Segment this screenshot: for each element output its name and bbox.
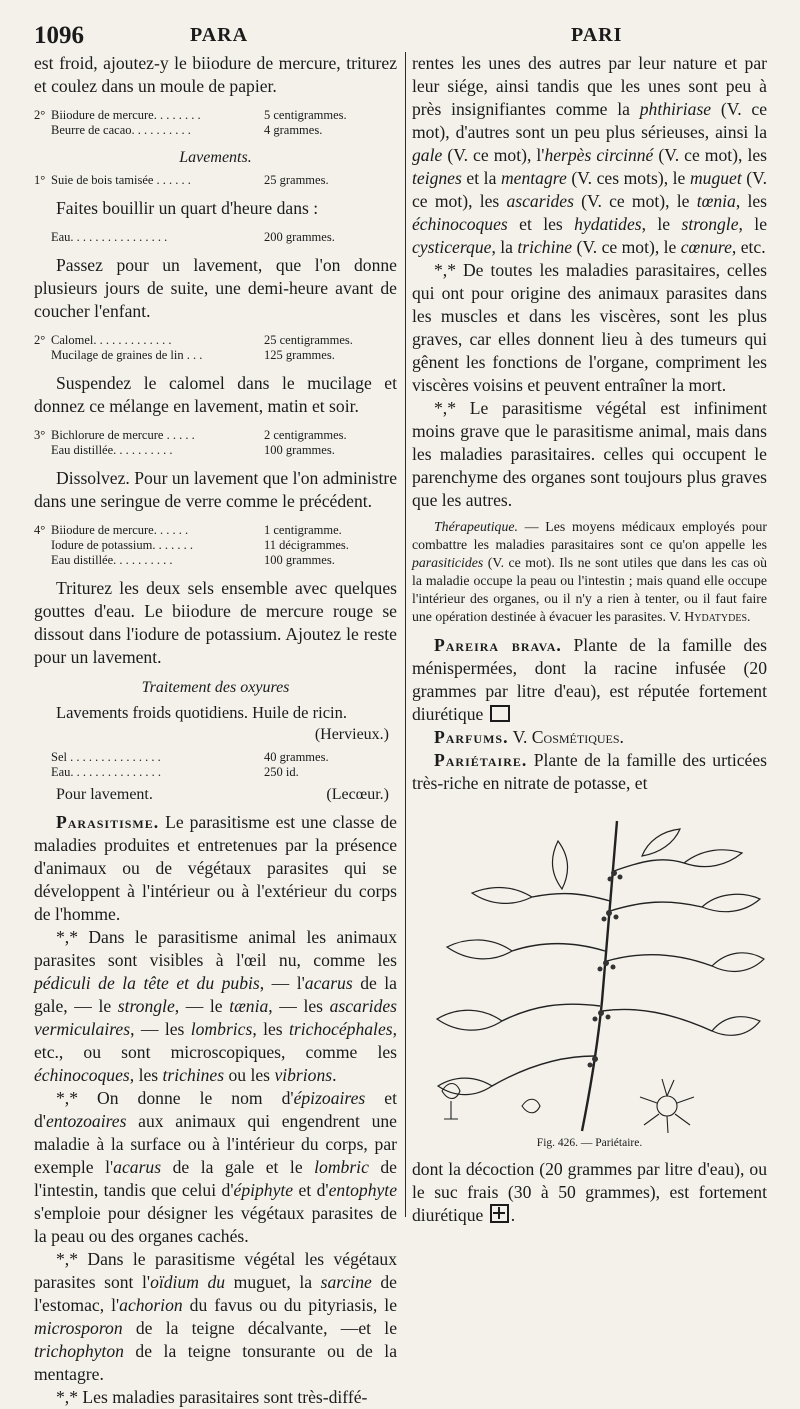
recipe-row xyxy=(34,108,397,123)
recipe-ingredient: Eau. . . . . . . . . . . . . . . . xyxy=(51,230,168,244)
recipe-number xyxy=(34,765,51,780)
intro-paragraph: est froid, ajoutez-y le biiodure de mercure, triturez et coulez dans un moule de papier. xyxy=(34,53,397,96)
recipe-row xyxy=(34,230,397,245)
recipe-lavement-4 xyxy=(34,523,397,568)
asterism: *,* xyxy=(56,1088,78,1108)
recipe-ingredient: Eau distillée. . . . . . . . . . xyxy=(51,553,173,567)
suspendez-paragraph: Suspendez le calomel dans le mucilage et donnez ce mélange en lavement, matin et soir. xyxy=(34,373,397,416)
column-divider xyxy=(405,52,406,1217)
recipe-sel xyxy=(34,750,397,780)
decoction-paragraph: dont la décoction (20 grammes par litre d'eau), ou le suc frais (30 à 50 grammes), est fortement diurétique . xyxy=(412,1159,767,1225)
recipe-number: 2° xyxy=(34,333,46,347)
therapeutique-label: Thérapeutique. xyxy=(434,519,518,534)
recipe-number xyxy=(34,553,51,568)
recipe-number: 4° xyxy=(34,523,46,537)
pour-lavement-text: Pour lavement. xyxy=(56,786,153,803)
recipe-ingredient: Mucilage de graines de lin . . . xyxy=(51,348,203,362)
epizoaires-paragraph: *,* On donne le nom d'épizoaires et d'entozoaires aux animaux qui engendrent une maladie à la surface ou à l'intérieur du corps, par exemple l'acarus de la gale et le lombric de l'intestin, tandis que celui d'épiphyte et d'entophyte s'emploie pour désigner les végétaux parasites de la peau ou des organes cachés. xyxy=(34,1088,397,1246)
recipe-ingredient: Biiodure de mercure. . . . . . xyxy=(51,523,189,537)
parietaire-plant-drawing xyxy=(412,801,767,1136)
recipe-row xyxy=(34,173,397,188)
oxyures-heading: Traitement des oxyures xyxy=(141,679,290,696)
maladies-paragraph-start: *,* Les maladies parasitaires sont très-diffé- xyxy=(56,1387,368,1407)
recipe-ingredient: Bichlorure de mercure . . . . . xyxy=(51,428,195,442)
recipe-quantity: 2 centigrammes. xyxy=(264,428,347,442)
boxed-plus-icon xyxy=(490,1204,509,1223)
pareira-entry xyxy=(412,634,767,726)
parfums-headword: Parfums. xyxy=(434,727,509,747)
recipe-row xyxy=(34,553,397,568)
recipe-quantity: 200 grammes. xyxy=(264,230,335,244)
recipe-lavement-2 xyxy=(34,333,397,363)
right-column xyxy=(412,52,767,1227)
recipe-suppository-2 xyxy=(34,108,397,138)
left-running-head: PARA xyxy=(190,24,249,46)
lavements-froids-text: Lavements froids quotidiens. Huile de ricin. xyxy=(56,703,347,722)
recipe-quantity: 125 grammes. xyxy=(264,348,335,362)
recipe-quantity: 100 grammes. xyxy=(264,553,335,567)
empty-square-icon xyxy=(490,705,510,722)
parietaire-definition: Plante de la famille des urticées très-riche en nitrate de potasse, et xyxy=(412,750,767,793)
parasitisme-vegetal-paragraph: *,* Dans le parasitisme végétal les végétaux parasites sont l'oïdium du muguet, la sarcine de l'estomac, l'achorion du favus ou du pityriasis, le microsporon de la teigne décalvante, —et le trichophyton de la teigne tonsurante ou de la mentagre. xyxy=(34,1249,397,1384)
recipe-row xyxy=(34,348,397,363)
parietaire-headword: Pariétaire. xyxy=(434,750,528,770)
recipe-quantity: 40 grammes. xyxy=(264,750,329,764)
recipe-row xyxy=(34,123,397,138)
parasitisme-definition: Le parasitisme est une classe de maladies produites et entretenues par la présence d'animaux ou de végétaux parasites qui se développent à l'intérieur ou à l'extérieur du corps de l'homme. xyxy=(34,812,397,924)
decoction-text: dont la décoction (20 grammes par litre d'eau), ou le suc frais (30 à 50 grammes), est fortement diurétique xyxy=(412,1159,767,1225)
pour-lavement-line xyxy=(34,784,397,806)
recipe-eau xyxy=(34,230,397,245)
asterism: *,* xyxy=(56,1387,78,1407)
recipe-row xyxy=(34,765,397,780)
asterism: *,* xyxy=(56,927,78,947)
bouillir-instruction: Faites bouillir un quart d'heure dans : xyxy=(56,198,319,218)
dissolvez-paragraph: Dissolvez. Pour un lavement que l'on administre dans une seringue de verre comme le précédent. xyxy=(34,468,397,511)
recipe-ingredient: Eau. . . . . . . . . . . . . . . xyxy=(51,765,162,779)
asterism: *,* xyxy=(434,398,456,418)
recipe-quantity: 25 grammes. xyxy=(264,173,329,187)
recipe-number xyxy=(34,443,51,458)
recipe-number xyxy=(34,348,51,363)
recipe-ingredient: Sel . . . . . . . . . . . . . . . xyxy=(51,750,161,764)
pareira-definition: Plante de la famille des ménispermées, dont la racine infusée (20 grammes par litre d'eau), est réputée fortement diurétique xyxy=(412,635,767,724)
recipe-row xyxy=(34,333,397,348)
therapeutique-paragraph: Thérapeutique. — Les moyens médicaux employés pour combattre les maladies parasitaires sont ce qu'on appelle les parasiticides (V. ce mot). Ils ne sont utiles que dans les cas où la maladie occupe la peau ou l'intestin ; mais quand elle occupe l'intérieur des organes, ou il n'y a rien à tenter, ou il faut faire une opération destinée à évacuer les parasites. V. Hydatydes. xyxy=(412,519,767,624)
recipe-ingredient: Beurre de cacao. . . . . . . . . . xyxy=(51,123,191,137)
recipe-ingredient: Iodure de potassium. . . . . . . xyxy=(51,538,193,552)
cross-reference-hydatydes: Hydatydes. xyxy=(684,609,751,624)
recipe-quantity: 1 centigramme. xyxy=(264,523,342,537)
recipe-quantity: 250 id. xyxy=(264,765,299,779)
recipe-quantity: 4 grammes. xyxy=(264,123,323,137)
lavements-heading: Lavements. xyxy=(179,149,252,166)
parasitisme-entry xyxy=(34,811,397,926)
asterism: *,* xyxy=(434,260,456,280)
recipe-quantity: 11 décigrammes. xyxy=(264,538,349,552)
recipe-row xyxy=(34,538,397,553)
recipe-number: 1° xyxy=(34,173,46,187)
recipe-row xyxy=(34,523,397,538)
attribution-lecoeur: (Lecœur.) xyxy=(326,786,389,803)
recipe-lavement-1 xyxy=(34,173,397,188)
running-header xyxy=(34,22,766,50)
recipe-number xyxy=(34,123,51,138)
recipe-ingredient: Suie de bois tamisée . . . . . . xyxy=(51,173,191,187)
recipe-row xyxy=(34,750,397,765)
pareira-headword: Pareira brava. xyxy=(434,635,562,655)
recipe-quantity: 25 centigrammes. xyxy=(264,333,353,347)
parfums-entry xyxy=(412,726,767,749)
attribution-hervieux-text: (Hervieux.) xyxy=(314,726,389,743)
asterism: *,* xyxy=(56,1249,78,1269)
vegetal-gravite-paragraph: *,* Le parasitisme végétal est infiniment moins grave que le parasitisme animal, mais dans les maladies parasitaires. celles qui occupent le parenchyme des organes sont toujours plus graves que les autres. xyxy=(412,398,767,510)
attribution-hervieux xyxy=(34,724,397,746)
page-number: 1096 xyxy=(34,22,84,49)
recipe-number xyxy=(34,750,51,765)
recipe-row xyxy=(34,443,397,458)
recipe-quantity: 5 centigrammes. xyxy=(264,108,347,122)
right-running-head: PARI xyxy=(571,24,623,46)
recipe-number: 3° xyxy=(34,428,46,442)
passez-paragraph: Passez pour un lavement, que l'on donne plusieurs jours de suite, une demi-heure avant de coucher l'enfant. xyxy=(34,255,397,321)
recipe-number: 2° xyxy=(34,108,46,122)
recipe-ingredient: Biiodure de mercure. . . . . . . . xyxy=(51,108,201,122)
parasitisme-headword: Parasitisme. xyxy=(56,812,160,832)
parietaire-entry xyxy=(412,749,767,795)
figure-caption: Fig. 426. — Pariétaire. xyxy=(536,1137,643,1149)
parietaire-illustration xyxy=(412,801,767,1136)
recipe-ingredient: Eau distillée. . . . . . . . . . xyxy=(51,443,173,457)
gravite-paragraph: *,* De toutes les maladies parasitaires, celles qui ont pour origine des animaux parasites dans les muscles et dans les viscères, sont les plus graves, car elles donnent lieu à des tumeurs qui gênent les fonctions de l'organe, compriment les viscères voisins et peuvent entraîner la mort. xyxy=(412,260,767,395)
parfums-reference: V. Cosmétiques. xyxy=(508,727,624,747)
recipe-row xyxy=(34,428,397,443)
triturez-paragraph: Triturez les deux sels ensemble avec quelques gouttes d'eau. Le biiodure de mercure rouge se dissout dans l'iodure de potassium. Ajoutez le reste pour un lavement. xyxy=(34,578,397,667)
recipe-lavement-3 xyxy=(34,428,397,458)
recipe-number xyxy=(34,230,51,245)
parasitisme-animal-paragraph: *,* Dans le parasitisme animal les animaux parasites sont visibles à l'œil nu, comme les pédiculi de la tête et du pubis, — l'acarus de la gale, — le strongle, — le tænia, — les ascarides vermiculaires, — les lombrics, les trichocéphales, etc., ou sont microscopiques, comme les échinocoques, les trichines ou les vibrions. xyxy=(34,927,398,1085)
recipe-quantity: 100 grammes. xyxy=(264,443,335,457)
maladies-paragraph-continued: rentes les unes des autres par leur nature et par leur siége, ainsi tandis que les unes sont peu à près insignifiantes comme la phthiriase (V. ce mot), d'autres sont un peu plus sérieuses, ainsi la gale (V. ce mot), l'herpès circinné (V. ce mot), les teignes et la mentagre (V. ces mots), le muguet (V. ce mot), les ascarides (V. ce mot), le tœnia, les échinocoques et les hydatides, le strongle, le cysticerque, la trichine (V. ce mot), le cœnure, etc. xyxy=(412,53,768,257)
recipe-ingredient: Calomel. . . . . . . . . . . . . xyxy=(51,333,172,347)
left-column xyxy=(34,52,397,1409)
recipe-number xyxy=(34,538,51,553)
